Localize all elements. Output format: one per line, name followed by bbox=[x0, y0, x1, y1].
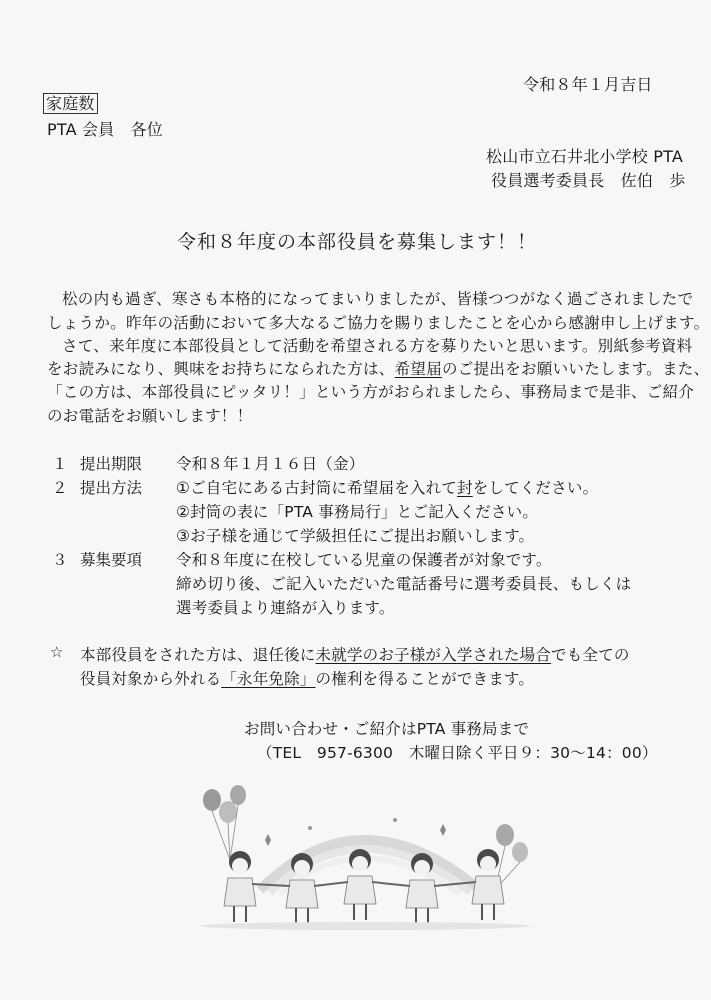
contact-heading: お問い合わせ・ご紹介はPTA 事務局まで bbox=[244, 720, 530, 738]
item-heading: 提出方法 bbox=[80, 479, 143, 497]
note-line: 役員対象から外れる「永年免除」の権利を得ることができます。 bbox=[80, 670, 535, 688]
note-line: 本部役員をされた方は、退任後に未就学のお子様が入学された場合でも全ての bbox=[80, 646, 630, 664]
star-icon: ☆ bbox=[50, 643, 64, 661]
body-line: をお読みになり、興味をお持ちになられた方は、希望届のご提出をお願いいたします。また、 bbox=[47, 360, 710, 378]
children-illustration bbox=[190, 780, 530, 930]
body-line: さて、来年度に本部役員として活動を希望される方を募りたいと思います。別紙参考資料 bbox=[62, 337, 693, 355]
item-number: ２ bbox=[52, 479, 68, 497]
body-line: 「この方は、本部役員にピッタリ！」という方がおられましたら、事務局まで是非、ご紹介 bbox=[47, 383, 695, 401]
item-text: 令和８年１月１６日（金） bbox=[176, 455, 365, 473]
page-title: 令和８年度の本部役員を募集します！！ bbox=[177, 231, 538, 253]
item-text: ①ご自宅にある古封筒に希望届を入れて封をしてください。 bbox=[176, 479, 599, 497]
item-text: ③お子様を通じて学級担任にご提出お願いします。 bbox=[176, 527, 535, 545]
recipient: PTA 会員 各位 bbox=[47, 120, 164, 139]
distribution-tag: 家庭数 bbox=[43, 93, 98, 114]
contact-details: （TEL 957-6300 木曜日除く平日９：30～14：00） bbox=[257, 744, 658, 762]
issue-date: 令和８年１月吉日 bbox=[523, 75, 653, 94]
item-text: 令和８年度に在校している児童の保護者が対象です。 bbox=[176, 551, 552, 569]
item-heading: 提出期限 bbox=[80, 455, 143, 473]
sender-name: 役員選考委員長 佐伯 歩 bbox=[491, 171, 686, 190]
body-line: しょうか。昨年の活動において多大なるご協力を賜りましたことを心から感謝申し上げます。 bbox=[47, 314, 710, 332]
body-line: 松の内も過ぎ、寒さも本格的になってまいりましたが、皆様つつがなく過ごされましたで bbox=[62, 290, 694, 308]
sender-organization: 松山市立石井北小学校 PTA bbox=[486, 147, 684, 166]
item-text: ②封筒の表に「PTA 事務局行」とご記入ください。 bbox=[176, 503, 539, 521]
item-text: 選考委員より連絡が入ります。 bbox=[176, 599, 395, 617]
body-line: のお電話をお願いします！！ bbox=[47, 407, 253, 425]
item-text: 締め切り後、ご記入いただいた電話番号に選考委員長、もしくは bbox=[176, 575, 632, 593]
item-number: １ bbox=[52, 455, 68, 473]
item-heading: 募集要項 bbox=[80, 551, 143, 569]
item-number: ３ bbox=[52, 551, 68, 569]
